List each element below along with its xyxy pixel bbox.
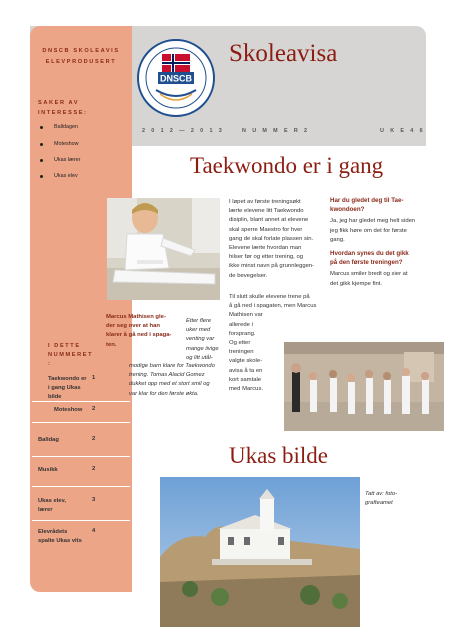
toc-divider xyxy=(32,422,130,423)
interests-heading-2: INTERESSE: xyxy=(38,110,88,116)
issue-years: 2 0 1 2 — 2 0 1 3 xyxy=(142,128,225,134)
masthead-line-1: DNSCB SKOLEAVIS xyxy=(42,48,120,54)
issue-week: U K E 4 6 xyxy=(380,128,425,134)
interest-item: Balldagen xyxy=(54,124,78,130)
interest-item: Ukas elev xyxy=(54,173,78,179)
toc-entry-page: 2 xyxy=(92,436,96,442)
toc-heading-1: I DETTE xyxy=(48,343,81,349)
toc-entry-label: Moteshow xyxy=(54,407,83,413)
article-headline: Ukas bilde xyxy=(229,443,329,468)
toc-divider xyxy=(32,456,130,457)
taekwondo-splits-photo xyxy=(107,198,220,300)
masthead xyxy=(30,38,132,83)
article-column-2: Til slutt skulle elevene trene på å gå ned i spagaten, men Marcus Mathisen var allerede i forsprang. Og etter treningen valgte skole- avisa å ta en kort samtale med Marcus. xyxy=(229,294,317,393)
toc-heading-3: : xyxy=(48,361,52,367)
toc-entry-page: 2 xyxy=(92,406,96,412)
toc-entry-label: Balldag xyxy=(38,437,59,443)
toc-heading-2: NUMMERET xyxy=(48,352,94,358)
week-photo-caption: Tatt av: foto- grafteamet xyxy=(365,491,398,507)
toc-divider xyxy=(32,520,130,521)
issue-bar xyxy=(132,128,426,140)
school-logo xyxy=(136,38,216,118)
taekwondo-class-photo xyxy=(284,342,444,431)
toc-entry-page: 2 xyxy=(92,466,96,472)
photo-caption-bottom: modige barn klare for Taekwondo trening. Tomas Alacid Gomez dukket opp med et stort smil og var klar for den første økta. xyxy=(129,363,215,397)
interview xyxy=(330,196,430,289)
interview-answer: Ja, jeg har gledet meg helt siden jeg fikk høre om det for første gang. xyxy=(330,218,416,243)
interview-question: Hvordan synes du det gikk på den første treningen? xyxy=(330,250,409,267)
toc-entry-page: 4 xyxy=(92,528,96,534)
toc-divider xyxy=(32,486,130,487)
toc-entry-label: Musikk xyxy=(38,467,58,473)
interest-item: Ukas lærer xyxy=(54,157,80,163)
toc-entry-page: 3 xyxy=(92,497,96,503)
issue-number: N U M M E R 2 xyxy=(242,128,310,134)
toc-divider xyxy=(32,401,130,402)
toc-entry-label: Elevrådets spalte Ukas vits xyxy=(38,529,82,544)
toc-entry-label: Ukas elev, lærer xyxy=(38,498,66,513)
interest-item: Moteshow xyxy=(54,141,79,147)
article-headline: Taekwondo er i gang xyxy=(190,153,384,178)
photo-caption-bold: Marcus Mathisen gle- der seg over at han klarer å gå ned i spaga- ten. xyxy=(106,314,172,348)
toc-entry-label: Taekwondo er i gang Ukas bilde xyxy=(48,376,87,400)
interview-question: Har du gledet deg til Tae- kwondoen? xyxy=(330,197,404,214)
interview-answer: Marcus smiler bredt og sier at det gikk kjempe fint. xyxy=(330,271,408,287)
article-column-1: I løpet av første treningsøkt lærte elevene litt Taekwondo disiplin, blant annet at elevene skal sperre Maestro for hver gang de skal forlate plassen sin. Elevene lærte hvordan man hilser før og etter trening, og ikke minst navn på grunnleggen- de bevegelser. xyxy=(229,199,315,279)
newspaper-title: Skoleavisa xyxy=(229,40,338,67)
photo-caption-side: Etter flere uker med venting var mange iivige og litt utål- xyxy=(186,318,219,361)
week-photo xyxy=(160,477,360,627)
masthead-line-2: ELEVPRODUSERT xyxy=(45,59,117,65)
interests-heading-1: SAKER AV xyxy=(38,100,80,106)
toc-entry-page: 1 xyxy=(92,375,96,381)
logo-text: DNSCB xyxy=(159,73,193,84)
